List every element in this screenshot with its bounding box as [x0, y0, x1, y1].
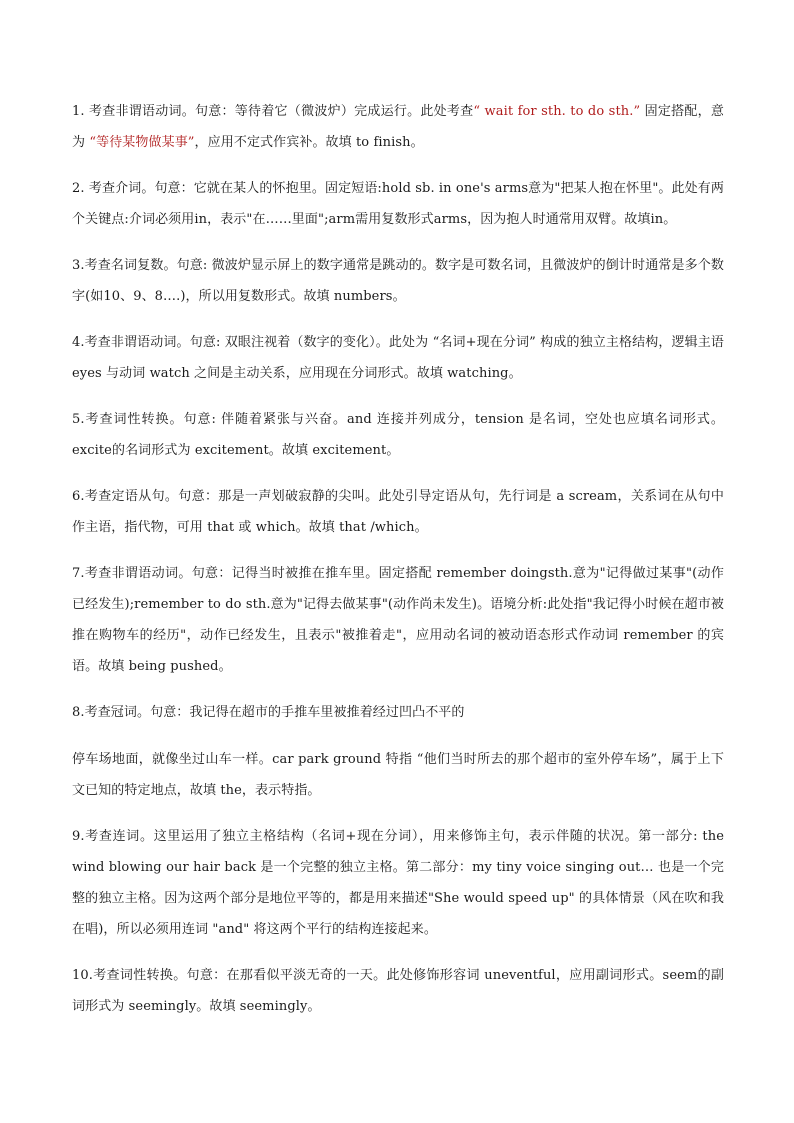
explanation-8-part-1: 8.考查冠词。句意：我记得在超市的手推车里被推着经过凹凸不平的 — [72, 705, 465, 720]
explanation-9: 9.考查连词。这里运用了独立主格结构（名词+现在分词），用来修饰主句，表示伴随的状况。第一部分: the wind blowing our hair back 是一个完整的独立主格。第二部分：my tiny voice singing out… 也是一个完整的独立主格。因为这两个部分是地位平等的，都是用来描述"She would speed up" 的具体情景（风在吹和我在唱)，所以必须用连词 "and" 将这两个平行的结构连接起来。 — [72, 829, 724, 937]
explanation-3: 3.考查名词复数。句意: 微波炉显示屏上的数字通常是跳动的。数字是可数名词，且微波炉的倒计时通常是多个数字(如10、9、8….)，所以用复数形式。故填 numbers。 — [72, 258, 724, 304]
explanation-1-phrase: “ wait for sth. to do sth.” — [473, 104, 641, 119]
explanation-1 — [72, 96, 724, 158]
explanation-4: 4.考查非谓语动词。句意: 双眼注视着（数字的变化）。此处为 “名词+现在分词” 构成的独立主格结构，逻辑主语 eyes 与动词 watch 之间是主动关系，应用现在分词形式。故填 watching。 — [72, 335, 724, 381]
explanation-6: 6.考查定语从句。句意：那是一声划破寂静的尖叫。此处引导定语从句，先行词是 a scream，关系词在从句中作主语，指代物，可用 that 或 which。故填 that /which。 — [72, 489, 724, 535]
explanation-10: 10.考查词性转换。句意：在那看似平淡无奇的一天。此处修饰形容词 uneventful，应用副词形式。seem的副词形式为 seemingly。故填 seemingly。 — [72, 968, 724, 1014]
explanation-1-meaning: “等待某物做某事” — [89, 135, 195, 150]
explanation-1-meaning-label: 固定搭配，意为 — [72, 104, 724, 150]
explanation-5: 5.考查词性转换。句意: 伴随着紧张与兴奋。and 连接并列成分，tension 是名词，空处也应填名词形式。excite的名词形式为 excitement。故填 excitement。 — [72, 412, 724, 458]
explanation-1-answer: ，应用不定式作宾补。故填 to finish。 — [194, 135, 424, 150]
explanation-7: 7.考查非谓语动词。句意：记得当时被推在推车里。固定搭配 remember doingsth.意为"记得做过某事"(动作已经发生);remember to do sth.意为"记得去做某事"(动作尚未发生)。语境分析:此处指"我记得小时候在超市被推在购物车的经历"，动作已经发生，且表示"被推着走"，应用动名词的被动语态形式作动词 remember 的宾语。故填 being pushed。 — [72, 566, 724, 674]
explanation-1-intro: 1. 考查非谓语动词。句意：等待着它（微波炉）完成运行。此处考查 — [72, 104, 474, 119]
answer-explanations — [72, 96, 724, 1037]
explanation-8-part-2: 停车场地面，就像坐过山车一样。car park ground 特指 “他们当时所去的那个超市的室外停车场”，属于上下文已知的特定地点，故填 the，表示特指。 — [72, 752, 724, 798]
explanation-2: 2. 考查介词。句意：它就在某人的怀抱里。固定短语:hold sb. in one's arms意为"把某人抱在怀里"。此处有两个关键点:介词必须用in，表示"在……里面";arm需用复数形式arms，因为抱人时通常用双臂。故填in。 — [72, 181, 724, 227]
